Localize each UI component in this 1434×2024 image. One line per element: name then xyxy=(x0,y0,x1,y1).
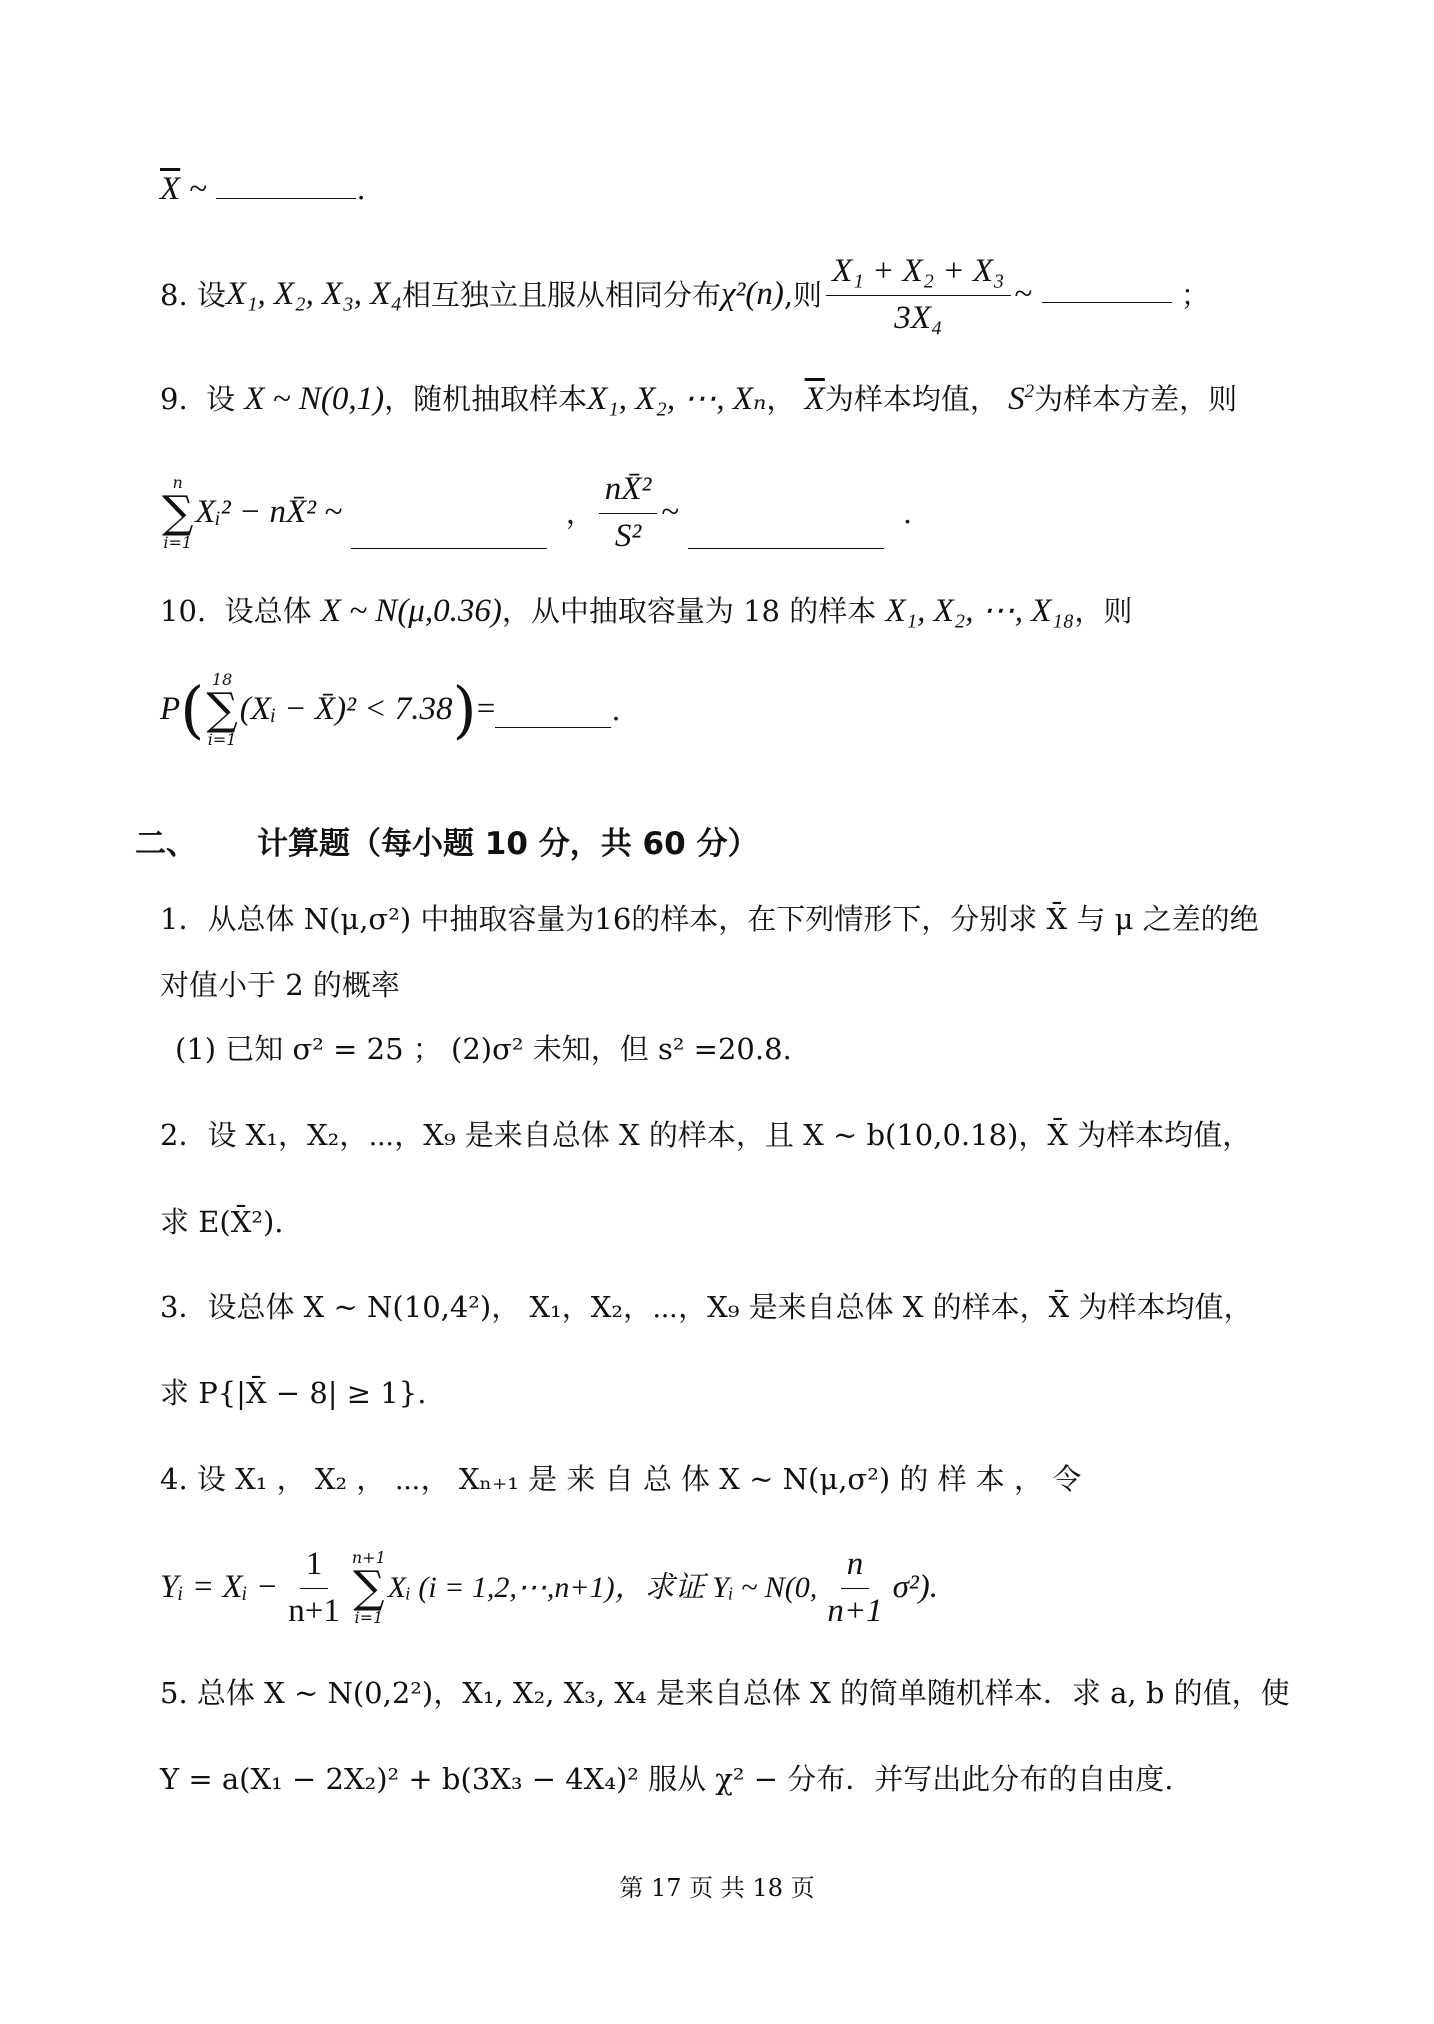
q9-fraction xyxy=(599,470,658,556)
page-footer: 第 17 页 共 18 页 xyxy=(619,1874,815,1902)
q10-eq: = xyxy=(476,691,496,728)
p4-a: Yᵢ = Xᵢ − xyxy=(160,1569,279,1606)
q8-fraction xyxy=(826,252,1010,338)
q10-num: 10. xyxy=(160,594,207,628)
q9-blank1[interactable] xyxy=(351,547,547,549)
q10-sum-bottom: i=1 xyxy=(207,730,237,749)
q9-f: 为样本均值， xyxy=(824,382,999,416)
problem-3-line1: 3．设总体 X ~ N(10,4²)， X₁，X₂，⋯，X₉ 是来自总体 X 的样本，X̄ 为样本均值， xyxy=(160,1290,1253,1324)
problem-2-line2: 求 E(X̄²). xyxy=(160,1205,284,1239)
q10-d: X₁, X₂, ⋯, X₁₈ xyxy=(885,593,1075,629)
q9-g: 为样本方差，则 xyxy=(1034,382,1238,416)
q10-P: P xyxy=(160,691,181,728)
q10-end: . xyxy=(611,692,621,727)
problem-1-line2: 对值小于 2 的概率 xyxy=(160,968,400,1002)
q10-lparen: ( xyxy=(180,672,205,746)
q10-rparen: ) xyxy=(452,672,477,746)
q7-sym: $\overline{X}$ xyxy=(160,171,181,207)
q8-pre: 设 xyxy=(196,277,226,312)
q8-then: ,则 xyxy=(783,277,823,312)
problem-1-line1: 1．从总体 N(μ,σ²) 中抽取容量为16的样本，在下列情形下，分别求 X̄ 与 μ 之差的绝 xyxy=(160,902,1259,936)
p4-frac1-den: n+1 xyxy=(288,1592,340,1629)
q9-sum-top: n xyxy=(172,473,183,493)
p4-sum-top: n+1 xyxy=(351,1548,386,1568)
problem-4-line1: 4. 设 X₁ ， X₂ ， ⋯， Xₙ₊₁ 是 来 自 总 体 X ~ N(μ,σ²) 的 样 本 ， 令 xyxy=(160,1462,1082,1496)
q9-d: X₁, X₂, ⋯, Xₙ xyxy=(587,381,767,417)
q7-end: . xyxy=(356,172,366,206)
q7-tail xyxy=(160,170,366,210)
q8-frac-den: 3X₄ xyxy=(894,299,943,336)
p4-frac1 xyxy=(282,1545,346,1631)
q9-sum-bottom: i=1 xyxy=(163,533,193,553)
section-2-title: 计算题（每小题 10 分，共 60 分） xyxy=(257,826,759,862)
p4-sum-bottom: i=1 xyxy=(354,1608,384,1628)
q10-c: ，从中抽取容量为 18 的样本 xyxy=(501,594,877,628)
q8-dist: χ²(n) xyxy=(720,276,784,313)
p4-frac2-den: n+1 xyxy=(827,1592,883,1629)
q9-end: . xyxy=(902,495,913,530)
q8-frac-num: X₁ + X₂ + X₃ xyxy=(826,252,1010,296)
q9-tilde: ~ xyxy=(661,494,680,531)
q10-blank[interactable] xyxy=(495,726,611,728)
q9-expr1: Xᵢ² − nX̄² ~ xyxy=(195,494,343,531)
problem-1-line3: (1) 已知 σ² = 25 ； (2)σ² 未知，但 s² =20.8. xyxy=(175,1032,792,1066)
q9-frac-den: S² xyxy=(614,517,642,554)
q9-sep: ， xyxy=(565,495,595,530)
q9-b: X ~ N(0,1) xyxy=(244,381,385,417)
q9-xbar: $\overline{X}$ xyxy=(804,381,825,417)
q7-tilde: ~ xyxy=(189,171,208,207)
p4-sum: n+1 ∑ i=1 xyxy=(351,1548,386,1628)
question-9-line1 xyxy=(160,380,1237,420)
q10-a: 设总体 xyxy=(224,594,312,628)
problem-2-line1: 2．设 X₁，X₂，⋯，X₉ 是来自总体 X 的样本，且 X ~ b(10,0.18)，X̄ 为样本均值， xyxy=(160,1118,1252,1152)
q8-blank[interactable] xyxy=(1042,301,1172,303)
p4-frac1-num: 1 xyxy=(300,1545,329,1589)
q9-c: ，随机抽取样本 xyxy=(384,382,588,416)
section-2-heading xyxy=(135,818,758,863)
question-8 xyxy=(160,252,1210,338)
question-10-line2 xyxy=(160,672,621,748)
q8-tilde: ~ xyxy=(1014,276,1033,313)
p4-frac2-num: n xyxy=(841,1545,870,1589)
problem-5-line2: Y = a(X₁ − 2X₂)² + b(3X₃ − 4X₄)² 服从 χ² − 分布．并写出此分布的自由度. xyxy=(160,1762,1174,1796)
q9-e: ， xyxy=(766,382,796,416)
q9-s2: $S^2$ xyxy=(1008,381,1035,417)
q10-e: ，则 xyxy=(1074,594,1133,628)
question-9-line2 xyxy=(160,470,912,556)
q8-mid: 相互独立且服从相同分布 xyxy=(401,277,721,312)
problem-3-line2: 求 P{|X̄ − 8| ≥ 1}. xyxy=(160,1376,427,1410)
q9-sum: n ∑ i=1 xyxy=(162,473,194,553)
p4-b: Xᵢ (i = 1,2,⋯,n+1)，求证 Yᵢ ~ N(0, xyxy=(387,1571,818,1605)
q9-blank2[interactable] xyxy=(688,547,884,549)
p4-c: σ²). xyxy=(892,1569,939,1606)
q8-num: 8. xyxy=(160,277,188,312)
q8-end: ； xyxy=(1180,277,1210,312)
p4-frac2 xyxy=(821,1545,888,1631)
q10-b: X ~ N(μ,0.36) xyxy=(320,593,502,629)
question-10-line1 xyxy=(160,592,1132,632)
problem-4-line2 xyxy=(160,1545,938,1631)
q7-blank[interactable] xyxy=(216,197,356,199)
q9-frac-num: nX̄² xyxy=(599,470,658,514)
q8-vars: X₁, X₂, X₃, X₄ xyxy=(225,276,402,313)
q10-sum: 18 ∑ i=1 xyxy=(206,670,238,749)
problem-5-line1: 5. 总体 X ~ N(0,2²)，X₁, X₂, X₃, X₄ 是来自总体 X 的简单随机样本．求 a, b 的值，使 xyxy=(160,1676,1290,1710)
q9-num: 9. xyxy=(160,382,188,416)
q10-inner: (Xᵢ − X̄)² < 7.38 xyxy=(239,691,453,728)
q10-sum-top: 18 xyxy=(211,670,233,689)
section-2-index: 二、 xyxy=(135,826,197,862)
q9-a: 设 xyxy=(206,382,236,416)
